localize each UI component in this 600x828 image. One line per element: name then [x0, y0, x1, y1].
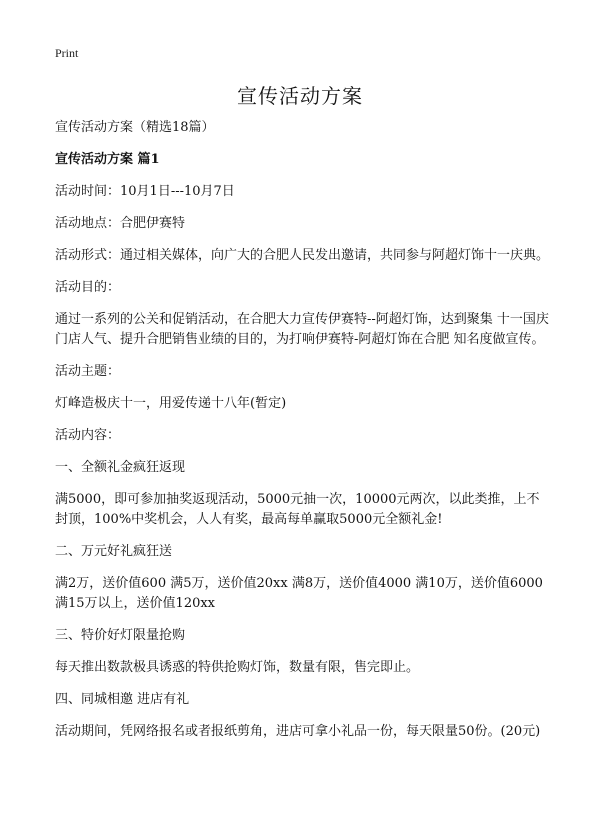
paragraph-item-2-heading: 二、万元好礼疯狂送 — [55, 544, 173, 559]
paragraph-time: 活动时间：10月1日---10月7日 — [55, 184, 235, 199]
paragraph-item-1-heading: 一、全额礼金疯狂返现 — [55, 460, 186, 475]
document-body — [55, 118, 550, 754]
paragraph-item-1-body: 满5000，即可参加抽奖返现活动，5000元抽一次，10000元两次，以此类推，上不封顶，100%中奖机会，人人有奖，最高每单赢取5000元全额礼金! — [55, 492, 540, 527]
paragraph-item-3-body: 每天推出数款极具诱惑的特供抢购灯饰，数量有限，售完即止。 — [55, 660, 420, 675]
document-title: 宣传活动方案 — [237, 84, 363, 108]
paragraph-content-label: 活动内容： — [55, 428, 121, 443]
paragraph-purpose-label: 活动目的： — [55, 280, 121, 295]
paragraph-item-4-body: 活动期间，凭网络报名或者报纸剪角，进店可拿小礼品一份，每天限量50份。(20元) — [55, 724, 541, 739]
paragraph-item-2-body: 满2万，送价值600 满5万，送价值20xx 满8万，送价值4000 满10万，送价值6000 满15万以上，送价值120xx — [55, 576, 543, 611]
paragraph-form: 活动形式：通过相关媒体，向广大的合肥人民发出邀请，共同参与阿超灯饰十一庆典。 — [55, 248, 550, 263]
paragraph-subtitle: 宣传活动方案（精选18篇） — [55, 120, 215, 135]
print-link[interactable]: Print — [55, 46, 79, 60]
section-heading: 宣传活动方案 篇1 — [55, 152, 160, 167]
paragraph-theme: 灯峰造极庆十一，用爱传递十八年(暂定) — [55, 396, 287, 411]
paragraph-purpose: 通过一系列的公关和促销活动，在合肥大力宣传伊赛特--阿超灯饰，达到聚集 十一国庆门店人气、提升合肥销售业绩的目的，为打响伊赛特-阿超灯饰在合肥 知名度做宣传。 — [55, 312, 549, 347]
paragraph-item-3-heading: 三、特价好灯限量抢购 — [55, 628, 186, 643]
paragraph-theme-label: 活动主题： — [55, 364, 121, 379]
paragraph-location: 活动地点：合肥伊赛特 — [55, 216, 186, 231]
paragraph-item-4-heading: 四、同城相邀 进店有礼 — [55, 692, 190, 707]
